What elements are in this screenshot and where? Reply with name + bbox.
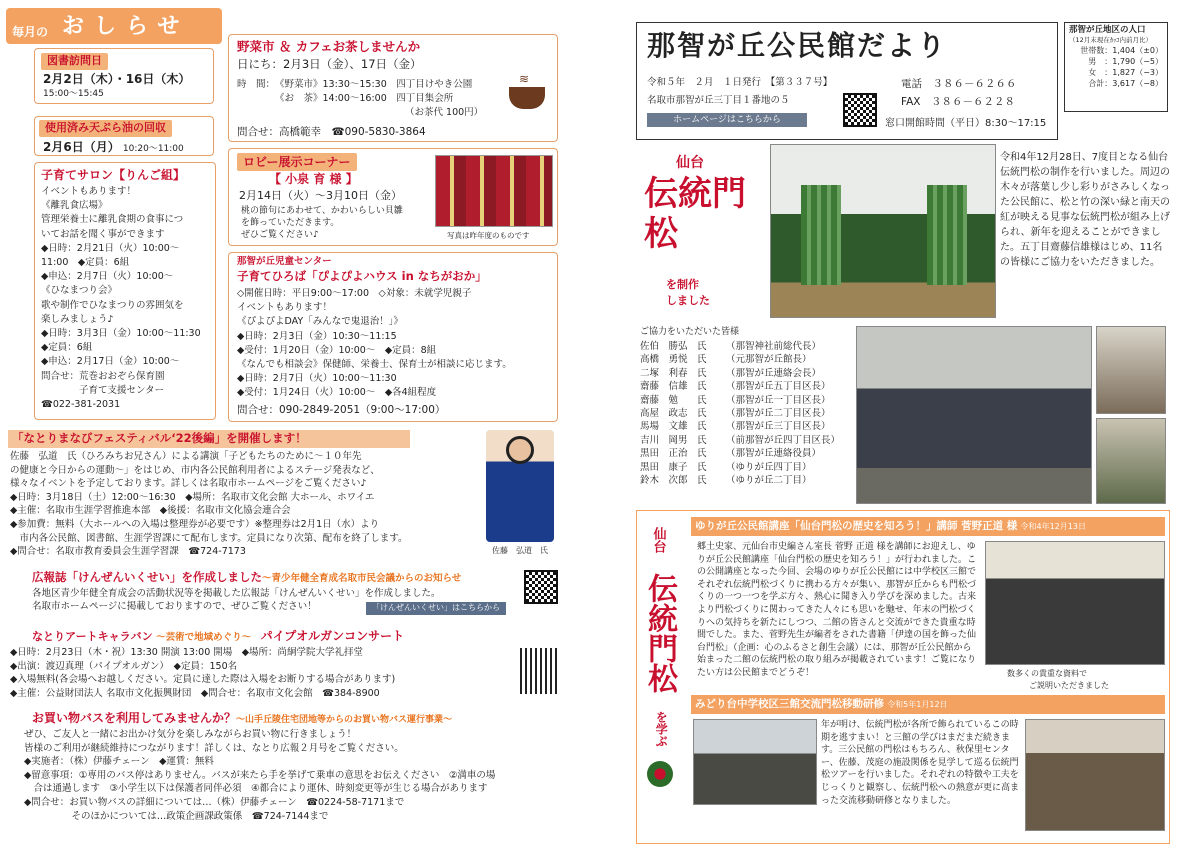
organ-title3: パイプオルガンコンサート: [260, 629, 405, 643]
salon-line: いてお話を聞く事ができます: [41, 228, 165, 240]
tour-photo-1: [693, 719, 817, 805]
speaker-head-icon: [506, 436, 534, 464]
helper-name: 齋藤 勉 氏: [640, 394, 707, 406]
population-label: 男 ：: [1088, 57, 1113, 67]
fes-line: 様々なイベントを予定しております。詳しくは名取市ホームページをご覧ください♪: [10, 478, 367, 490]
kenzen-qr-code[interactable]: [524, 570, 558, 604]
lobby-desc1: 桃の節句にあわせて、かわいらしい貝雛: [241, 206, 403, 216]
salon-title: 子育てサロン【りんご組】: [41, 168, 186, 182]
population-row: [1069, 45, 1163, 56]
helper-role: （ゆりが丘二丁目）: [726, 475, 812, 487]
hiroba-line: ◇開催日時：平日9:00〜17:00 ◇対象：未就学児親子: [237, 288, 472, 299]
helper-role: （那智が丘連絡役員）: [726, 448, 822, 460]
homepage-link[interactable]: ホームページはこちらから: [647, 113, 807, 127]
organ-line: ◆日時：2月23日（木・祝）13:30 開演 13:00 開場 ◆場所：尚絅学院大学礼拝堂: [10, 647, 364, 658]
hiroba-line: ◆日時：2月7日（火）10:00〜11:30: [237, 373, 397, 385]
oil-date: 2月6日（月）: [43, 140, 120, 154]
hiroba-body: [237, 287, 555, 401]
speaker-photo: [486, 430, 554, 542]
oil-date-row: [43, 139, 184, 156]
kadomatsu-sub1: を制作: [666, 278, 699, 291]
oshirase-header: [6, 8, 222, 44]
bus-line: そのほかについては…政策企画課政策係 ☎724-7144まで: [24, 810, 329, 822]
lobby-caption: 写真は昨年度のものです: [447, 231, 530, 240]
salon-line: ☎022-381-2031: [41, 399, 121, 411]
salon-line: 管理栄養士に離乳食期の食事につ: [41, 214, 184, 226]
bus-body: [24, 728, 560, 823]
helper-role: （那智が丘一丁目区長）: [726, 394, 831, 406]
hiroba-line: イベントもあります！: [237, 302, 333, 314]
hiroba-org: 那智が丘児童センター: [237, 256, 332, 267]
organ-section: [6, 626, 564, 702]
yasai-line2: 《お 茶》14:00〜16:00 四丁目集会所: [275, 93, 454, 104]
work-photo-1: [1096, 326, 1166, 414]
helper-name: 黒田 康子 氏: [640, 461, 707, 473]
masthead-qr-code[interactable]: [843, 93, 877, 127]
helpers-title: ご協力をいただいた皆様: [640, 327, 740, 337]
population-label: 世帯数：: [1080, 46, 1113, 56]
helper-row: [640, 461, 860, 474]
population-value: 1,827（−3）: [1112, 68, 1163, 78]
steam-icon: ≋: [519, 72, 530, 86]
fes-line: ◆主催：名取市生涯学習推進本部 ◆後援：名取市文化協会連合会: [10, 505, 291, 517]
lecture-caption2: ご説明いただきました: [1029, 681, 1109, 690]
helper-name: 齋藤 信雄 氏: [640, 381, 707, 393]
population-label: 女 ：: [1088, 68, 1113, 78]
bus-heading: [32, 710, 452, 727]
masthead-hours: 窓口開館時間（平日）8:30〜17:15: [885, 118, 1047, 129]
organ-line: ◆出演：渡辺真理（パイプオルガン） ◆定員：150名: [10, 660, 238, 672]
oil-title: 使用済み天ぷら油の回収: [39, 120, 172, 137]
population-row: [1069, 67, 1163, 78]
salon-line: 歌や制作でひなまつりの雰囲気を: [41, 299, 184, 311]
population-value: 3,617（−8）: [1112, 79, 1163, 89]
yasai-line1: 《野菜市》13:30〜15:30 四丁目けやき公園: [275, 79, 473, 90]
yasai-line3: （お茶代 100円）: [405, 107, 484, 118]
manabu-sendai: 仙台: [650, 527, 666, 553]
helper-row: [640, 447, 860, 460]
fes-line: 市内各公民館、図書館、生涯学習課にて配布します。定員になり次第、配布を終了します。: [10, 532, 408, 544]
helper-name: 佐伯 勝弘 氏: [640, 341, 707, 352]
helper-role: （那智が丘二丁目区長）: [726, 408, 831, 420]
kenzen-sub: 〜青少年健全育成名取市民会議からのお知らせ: [262, 573, 462, 584]
fes-line: 佐藤 弘道 氏（ひろみちお兄さん）による講演「子どもたちのために〜１０年先: [10, 451, 362, 462]
helper-row: [640, 434, 860, 447]
helper-role: （那智が丘五丁目区長）: [726, 381, 831, 393]
lobby-desc2: を飾っていただきます。: [241, 218, 340, 228]
library-box: [34, 48, 214, 104]
yasai-contact: 問合せ：高橋範幸 ☎090-5830-3864: [237, 126, 426, 138]
lobby-desc3: ぜひご覧ください♪: [241, 230, 319, 240]
bus-line: ◆問合せ：お買い物バスの詳細については…（株）伊藤チェーン ☎0224-58-7171まで: [24, 796, 405, 808]
hiroba-line: 《ぴよぴよDAY「みんなで鬼退治！」》: [237, 316, 403, 328]
population-note: （12月末現在ｶｯｺ内前月比）: [1069, 36, 1153, 45]
masthead-address: 名取市那智が丘三丁目１番地の５: [647, 95, 790, 106]
bamboo-right-icon: [927, 185, 967, 285]
oil-box: [34, 116, 214, 156]
helper-row: [640, 420, 860, 433]
fes-body: [10, 450, 476, 559]
bus-line: 合は通過します ③小学生以下は保護者同伴必須 ④都合により運休、時刻変更等が生じる場合があります: [24, 783, 488, 795]
hiroba-line: ◆受付：1月20日（金）10:00〜 ◆定員：8組: [237, 344, 437, 356]
helper-role: （元那智が丘館長）: [726, 354, 812, 366]
work-photo-2: [1096, 418, 1166, 504]
population-title: 那智が丘地区の人口: [1069, 25, 1146, 35]
tour-photo-2: [1025, 719, 1165, 831]
lecture-caption1: 数多くの貴重な資料で: [1007, 669, 1087, 678]
yasai-date: 日にち：2月3日（金）、17日（金）: [237, 57, 422, 71]
lobby-title: ロビー展示コーナー: [237, 153, 357, 171]
kadomatsu-sub2: しました: [666, 294, 710, 307]
salon-line: 《ひなまつり会》: [41, 285, 118, 297]
salon-line: 楽しみましょう♪: [41, 313, 114, 325]
kadomatsu-title: 伝統門松: [644, 174, 746, 254]
lecture-heading: [691, 517, 1165, 536]
lecture-photo: [985, 541, 1165, 665]
population-row: [1069, 78, 1163, 89]
lecture-title: ゆりが丘公民館講座「仙台門松の歴史を知ろう！」講師 菅野正道 様: [695, 520, 1018, 532]
helpers-list: [640, 340, 860, 487]
kadomatsu-sendai: 仙台: [676, 155, 704, 171]
kenzen-link[interactable]: 「けんぜんいくせい」はこちらから: [366, 602, 506, 615]
lobby-name: 【 小泉 育 様 】: [269, 172, 358, 186]
manabu-sidebar: [637, 511, 683, 843]
tour-heading: [691, 695, 1165, 714]
salon-box: [34, 162, 216, 420]
fes-caption: 佐藤 弘道 氏: [492, 546, 548, 555]
helper-row: [640, 340, 860, 353]
yasai-title: 野菜市 ＆ カフェお茶しませんか: [237, 39, 421, 54]
lobby-dates: 2月14日（火）〜3月10日（金）: [239, 189, 402, 202]
kadomatsu-photo: [770, 144, 996, 318]
library-title: 図書訪問日: [41, 53, 108, 70]
masthead-tel: 電話 ３８６－６２６６: [901, 78, 1017, 90]
tour-body: 年が明け、伝統門松が各所で飾られているこの時期を逃すまい！と三館の学びはまだまだ続きます。三公民館の門松はもちろん、秋保里センター、佐藤、茂庭の施設関係を見学して巡る伝統門松ツアーを行いました。それぞれの特徴や工夫をじっくりと観察し、伝統門松への熱意が更に高まった交流移動研修となりました。: [821, 720, 1020, 806]
helper-role: （前那智が丘四丁目区長）: [726, 434, 841, 446]
population-row: [1069, 56, 1163, 67]
organ-title1: なとりアートキャラバン: [32, 630, 153, 643]
salon-line: 子育て支援センター: [41, 384, 165, 396]
helper-role: （ゆりが丘四丁目）: [726, 461, 812, 473]
lecture-body: 郷土史家、元仙台市史編さん室長 菅野 正道 様を講師にお迎えし、ゆりが丘公民館講座「仙台門松の歴史を知ろう！」が行われました。この公開講座となった今回、会場のゆりが丘公民館には中学校区三館でそれぞれ伝統門松づくりに携わる方々が集い、那智が丘からも門松づくりの一つ一つを学ぶ方々、熱心に聞き入り学びを深めました。古来より門松づくりに関わってきた人々にも思いを馳せ、年末の門松づくりへの気持ちを新たにしつつ、二館の皆さんと交流ができた貴重な時間でした。また、菅野先生が編者をされた書籍「伊達の国を飾った仙台門松」（企画：心のふるさと創生会議）には、那智が丘公民館から始まった二館の伝統門松の取り組みが掲載されています！ご覧になりたい方は公民館までどうぞ！: [697, 542, 977, 678]
manabu-section: [636, 510, 1170, 844]
bus-section: [6, 708, 564, 844]
organ-title2: 〜芸術で地域めぐり〜: [156, 632, 252, 643]
population-value: 1,404（±0）: [1112, 46, 1163, 56]
kenzen-line2: 名取市ホームページに掲載しておりますので、ぜひご覧ください！: [32, 601, 317, 612]
hiroba-contact: 問合せ：090-2849-2051（9:00〜17:00）: [237, 404, 446, 416]
helper-role: （那智神社前総代長）: [726, 341, 822, 352]
helper-name: 吉川 岡男 氏: [640, 434, 707, 446]
hiroba-box: [228, 252, 558, 422]
library-dates: 2月2日（木）・16日（木）: [43, 72, 191, 86]
kenzen-line1: 各地区青少年健全育成会の活動状況等を掲載した広報誌「けんぜんいくせい」を作成しました。: [32, 588, 441, 599]
hiroba-title: 子育てひろば「ぴよぴよハウス in なちがおか」: [237, 269, 487, 283]
bus-line: 皆様のご利用が継続維持につながります！詳しくは、なとり広報２月号をご覧ください。: [24, 742, 404, 754]
organ-heading: [32, 628, 404, 645]
salon-body: [41, 185, 213, 412]
nanten-icon: [647, 761, 673, 787]
manabu-title: 伝統門松: [642, 573, 677, 693]
population-rows: [1069, 45, 1163, 89]
hiroba-line: 《なんでも相談会》保健師、栄養士、保育士が相談に応じます。: [237, 359, 512, 371]
fes-line: ◆日時：3月18日（土）12:00〜16:30 ◆場所：名取市文化会館 大ホール、ホワイエ: [10, 491, 375, 503]
kadomatsu-title-area: [636, 150, 766, 320]
kenzen-section: [6, 568, 564, 622]
bus-line: ぜひ、ご友人と一緒にお出かけ気分を楽しみながらお買い物に行きましょう！: [24, 729, 357, 740]
bus-line: ◆実施者：（株）伊藤チェーン ◆運賃：無料: [24, 756, 214, 768]
masthead-fax: FAX ３８６－６２２８: [901, 96, 1015, 108]
hiroba-line: ◆受付：1月24日（火）10:00〜 ◆各4組程度: [237, 387, 437, 399]
right-page: [600, 0, 1200, 849]
kadomatsu-body: 令和4年12月28日、7度目となる仙台伝統門松の制作を行いました。周辺の木々が落葉し少し彩りがさみしくなった公民館に、松と竹の深い緑と南天の紅が映える見事な伝統門松が組み上げられ、新年を迎えることができました。五丁目齋藤信雄様はじめ、11名の皆様にご協力をいただきました。: [1000, 152, 1170, 268]
fes-section: [6, 428, 564, 560]
hiroba-line: ◆日時：2月3日（金）10:30〜11:15: [237, 330, 397, 342]
salon-line: ◆日時：2月21日（火）10:00〜: [41, 242, 180, 254]
organ-illustration: [520, 648, 558, 694]
helper-name: 黒田 正治 氏: [640, 448, 707, 460]
helper-name: 馬場 文雄 氏: [640, 421, 707, 433]
salon-line: ◆申込：2月7日（火）10:00〜: [41, 271, 174, 283]
fes-line: ◆問合せ：名取市教育委員会生涯学習課 ☎724-7173: [10, 546, 246, 558]
bus-sub: 〜山手丘陵住宅団地等からのお買い物バス運行事業〜: [236, 715, 453, 725]
salon-line: 《離乳食広場》: [41, 200, 108, 212]
fes-line: ◆参加費：無料（大ホールへの入場は整理券が必要です）※整理券は2月1日（水）より: [10, 518, 380, 530]
salon-line: 11:00 ◆定員：6組: [41, 257, 130, 269]
bus-line: ◆留意事項：①専用のバス停はありません。バスが来たら手を挙げて乗車の意思をお伝えください ②満車の場: [24, 769, 496, 781]
helper-row: [640, 380, 860, 393]
helper-name: 高橋 勇悦 氏: [640, 354, 707, 366]
population-label: 合計：: [1088, 79, 1113, 89]
group-photo: [856, 326, 1092, 504]
helper-name: 高屋 政志 氏: [640, 408, 707, 420]
bamboo-left-icon: [801, 185, 841, 285]
salon-line: 問合せ：荒巻おおぞら保育園: [41, 370, 165, 382]
hina-doll-photo: [435, 155, 553, 227]
yasai-box: [228, 34, 558, 142]
tour-date: 令和5年1月12日: [887, 700, 948, 709]
helper-name: 鈴木 次郎 氏: [640, 475, 707, 487]
manabu-sub: を学ぶ: [654, 711, 669, 747]
helper-name: 二塚 利春 氏: [640, 367, 707, 379]
oshirase-prefix: 毎月の: [12, 25, 49, 39]
oshirase-title: おしらせ: [62, 14, 190, 39]
helper-row: [640, 353, 860, 366]
lecture-date: 令和4年12月13日: [1020, 522, 1086, 531]
salon-line: ◆申込：2月17日（金）10:00〜: [41, 356, 180, 368]
coffee-cup-icon: [509, 87, 545, 109]
helper-role: （那智が丘連絡会長）: [726, 367, 822, 379]
salon-line: イベントもあります！: [41, 186, 137, 197]
salon-line: ◆日時：3月3日（金）10:00〜11:30: [41, 328, 201, 340]
population-box: [1064, 22, 1168, 112]
oil-time: 10:20〜11:00: [122, 144, 184, 154]
masthead: [636, 22, 1058, 140]
fes-title: 「なとりまなびフェスティバル‘22後編」を開催します！: [8, 430, 410, 448]
kenzen-title: 広報誌「けんぜんいくせい」を作成しました: [32, 570, 262, 584]
population-value: 1,790（−5）: [1112, 57, 1163, 67]
masthead-issue: 令和５年 ２月 １日発行 【第３３７号】: [647, 77, 833, 88]
masthead-title: 那智が丘公民館だより: [647, 29, 948, 62]
organ-line: ◆入場無料(各会場へお越しください。定員に達した際は入場をお断りする場合があります): [10, 674, 396, 686]
helper-row: [640, 474, 860, 487]
helper-role: （那智が丘三丁目区長）: [726, 421, 831, 433]
helper-row: [640, 407, 860, 420]
lobby-box: [228, 148, 558, 246]
kenzen-heading: [32, 570, 461, 586]
organ-body: [10, 646, 510, 700]
salon-line: ◆定員：6組: [41, 342, 93, 354]
fes-line: の健康と今日からの運動〜」をはじめ、市内各公民館利用者によるステージ発表など、: [10, 464, 380, 476]
yasai-time-label: 時 間：: [237, 79, 276, 90]
helper-row: [640, 367, 860, 380]
helper-row: [640, 394, 860, 407]
bus-title: お買い物バスを利用してみませんか？: [32, 711, 237, 725]
tour-title: みどり台中学校区三館交流門松移動研修: [695, 698, 884, 710]
organ-line: ◆主催：公益財団法人 名取市文化振興財団 ◆問合せ：名取市文化会館 ☎384-8900: [10, 687, 380, 699]
library-time: 15:00〜15:45: [43, 89, 104, 99]
